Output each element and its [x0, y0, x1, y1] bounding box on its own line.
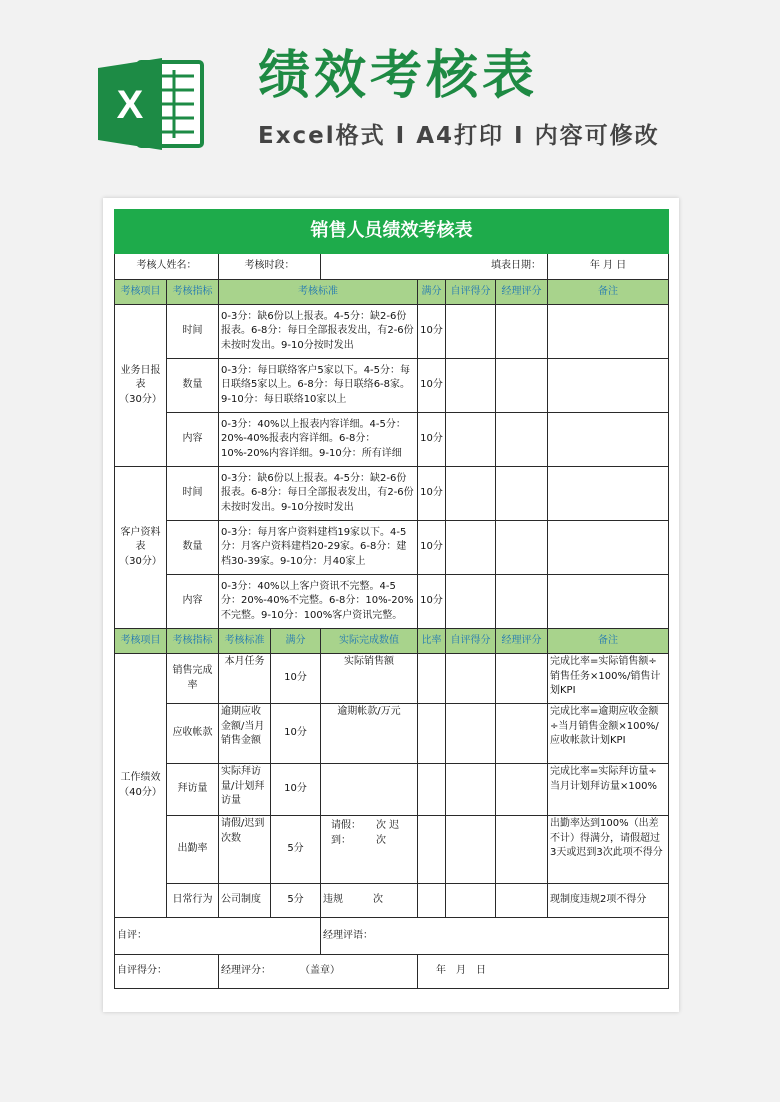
indicator-cell: 数量 — [167, 359, 219, 413]
manager-score-input[interactable] — [496, 359, 548, 413]
indicator-cell: 时间 — [167, 305, 219, 359]
indicator-cell: 拜访量 — [167, 764, 219, 816]
actual-value-cell[interactable]: 逾期帐款/万元 — [321, 704, 418, 764]
form-title-row — [115, 210, 669, 254]
note-cell: 完成比率=实际销售额÷销售任务×100%/销售计划KPI — [548, 654, 669, 704]
ratio-input[interactable] — [418, 884, 446, 918]
self-comment-field[interactable]: 自评： — [115, 918, 321, 955]
date-label: 填表日期： — [321, 254, 548, 280]
full-score-cell: 10分 — [271, 704, 321, 764]
page-subtitle: Excel格式 I A4打印 I 内容可修改 — [258, 123, 660, 149]
manager-score-input[interactable] — [496, 884, 548, 918]
date-value: 年 月 日 — [548, 254, 669, 280]
full-score-cell: 10分 — [418, 575, 446, 629]
indicator-cell: 日常行为 — [167, 884, 219, 918]
s2-header-full: 满分 — [271, 629, 321, 654]
seal-label: （盖章） — [305, 965, 340, 977]
note-cell: 完成比率=实际拜访量÷当月计划拜访量×100% — [548, 764, 669, 816]
note-cell[interactable] — [548, 467, 669, 521]
note-cell: 完成比率=逾期应收金额÷当月销售金额×100%/应收帐款计划KPI — [548, 704, 669, 764]
note-cell[interactable] — [548, 359, 669, 413]
self-score-input[interactable] — [446, 575, 496, 629]
table-row — [115, 359, 669, 413]
full-score-cell: 10分 — [418, 467, 446, 521]
self-score-input[interactable] — [446, 654, 496, 704]
note-cell[interactable] — [548, 305, 669, 359]
table-row — [115, 654, 669, 704]
self-score-input[interactable] — [446, 305, 496, 359]
indicator-cell: 销售完成率 — [167, 654, 219, 704]
self-score-input[interactable] — [446, 816, 496, 884]
manager-score-input[interactable] — [496, 413, 548, 467]
self-score-input[interactable] — [446, 764, 496, 816]
standard-cell: 本月任务 — [219, 654, 271, 704]
actual-value-cell[interactable] — [321, 764, 418, 816]
standard-cell: 0-3分：缺6份以上报表。4-5分：缺2-6份报表。6-8分：每日全部报表发出，有2-6份未按时发出。9-10分按时发出 — [219, 467, 418, 521]
table-row — [115, 764, 669, 816]
full-score-cell: 10分 — [418, 413, 446, 467]
standard-cell: 0-3分：40%以上报表内容详细。4-5分：20%-40%报表内容详细。6-8分：10%-20%内容详细。9-10分：所有详细 — [219, 413, 418, 467]
standard-cell: 逾期应收金额/当月销售金额 — [219, 704, 271, 764]
s2-header-note: 备注 — [548, 629, 669, 654]
indicator-cell: 内容 — [167, 575, 219, 629]
full-score-cell: 10分 — [418, 359, 446, 413]
ratio-input[interactable] — [418, 704, 446, 764]
section1-header-row — [115, 280, 669, 305]
note-cell: 出勤率达到100%（出差不计）得满分，请假超过3天或迟到3次此项不得分 — [548, 816, 669, 884]
page-header — [0, 0, 780, 190]
manager-score-input[interactable] — [496, 521, 548, 575]
s2-header-indicator: 考核指标 — [167, 629, 219, 654]
form-info-row — [115, 254, 669, 280]
ratio-input[interactable] — [418, 764, 446, 816]
standard-cell: 0-3分：每日联络客户5家以下。4-5分：每日联络5家以上。6-8分：每日联络6-8家。9-10分：每日联络10家以上 — [219, 359, 418, 413]
s1-header-self: 自评得分 — [446, 280, 496, 305]
appraisal-table — [114, 209, 669, 989]
group-name-performance: 工作绩效 （40分） — [115, 654, 167, 918]
manager-score-input[interactable] — [496, 305, 548, 359]
standard-cell: 0-3分：40%以上客户资讯不完整。4-5分：20%-40%不完整。6-8分：10%-20%不完整。9-10分：100%客户资讯完整。 — [219, 575, 418, 629]
table-row — [115, 575, 669, 629]
ratio-input[interactable] — [418, 654, 446, 704]
full-score-cell: 5分 — [271, 884, 321, 918]
manager-score-field[interactable]: 经理评分： （盖章） — [219, 955, 418, 989]
self-score-input[interactable] — [446, 521, 496, 575]
table-row — [115, 884, 669, 918]
s1-header-note: 备注 — [548, 280, 669, 305]
indicator-cell: 出勤率 — [167, 816, 219, 884]
standard-cell: 请假/迟到次数 — [219, 816, 271, 884]
period-label: 考核时段： — [219, 254, 321, 280]
note-cell[interactable] — [548, 413, 669, 467]
s2-header-actual: 实际完成数值 — [321, 629, 418, 654]
manager-score-input[interactable] — [496, 704, 548, 764]
standard-cell: 公司制度 — [219, 884, 271, 918]
s1-header-indicator: 考核指标 — [167, 280, 219, 305]
sign-date[interactable]: 年 月 日 — [418, 955, 669, 989]
full-score-cell: 10分 — [271, 764, 321, 816]
actual-value-cell[interactable]: 实际销售额 — [321, 654, 418, 704]
table-row — [115, 305, 669, 359]
group-name-customer: 客户资料表 （30分） — [115, 467, 167, 629]
full-score-cell: 10分 — [271, 654, 321, 704]
form-sheet — [103, 198, 679, 1012]
table-row — [115, 413, 669, 467]
table-row — [115, 467, 669, 521]
comment-row — [115, 918, 669, 955]
manager-score-input[interactable] — [496, 764, 548, 816]
group-name-daily: 业务日报表 （30分） — [115, 305, 167, 467]
full-score-cell: 10分 — [418, 521, 446, 575]
manager-comment-field[interactable]: 经理评语： — [321, 918, 669, 955]
table-row — [115, 704, 669, 764]
self-score-input[interactable] — [446, 413, 496, 467]
name-label: 考核人姓名： — [115, 254, 219, 280]
s2-header-ratio: 比率 — [418, 629, 446, 654]
self-score-input[interactable] — [446, 467, 496, 521]
standard-cell: 实际拜访量/计划拜访量 — [219, 764, 271, 816]
self-score-field[interactable]: 自评得分： — [115, 955, 219, 989]
note-cell[interactable] — [548, 575, 669, 629]
manager-score-input[interactable] — [496, 654, 548, 704]
logo-letter: X — [116, 83, 144, 127]
section2-header-row — [115, 629, 669, 654]
indicator-cell: 数量 — [167, 521, 219, 575]
ratio-input[interactable] — [418, 816, 446, 884]
s1-header-manager: 经理评分 — [496, 280, 548, 305]
s2-header-manager: 经理评分 — [496, 629, 548, 654]
s2-header-standard: 考核标准 — [219, 629, 271, 654]
self-score-input[interactable] — [446, 704, 496, 764]
self-score-input[interactable] — [446, 884, 496, 918]
s1-header-full: 满分 — [418, 280, 446, 305]
note-cell[interactable] — [548, 521, 669, 575]
actual-value-cell[interactable]: 请假： 次 迟 到： 次 — [321, 816, 418, 884]
table-row — [115, 521, 669, 575]
indicator-cell: 时间 — [167, 467, 219, 521]
score-row — [115, 955, 669, 989]
actual-value-cell[interactable]: 违规 次 — [321, 884, 418, 918]
standard-cell: 0-3分：缺6份以上报表。4-5分：缺2-6份报表。6-8分：每日全部报表发出，有2-6份未按时发出。9-10分按时发出 — [219, 305, 418, 359]
indicator-cell: 内容 — [167, 413, 219, 467]
form-title: 销售人员绩效考核表 — [115, 210, 669, 254]
page-title: 绩效考核表 — [258, 46, 539, 106]
s1-header-item: 考核项目 — [115, 280, 167, 305]
full-score-cell: 5分 — [271, 816, 321, 884]
note-cell: 现制度违规2项不得分 — [548, 884, 669, 918]
self-score-input[interactable] — [446, 359, 496, 413]
manager-score-input[interactable] — [496, 467, 548, 521]
table-row — [115, 816, 669, 884]
manager-score-input[interactable] — [496, 816, 548, 884]
full-score-cell: 10分 — [418, 305, 446, 359]
s2-header-item: 考核项目 — [115, 629, 167, 654]
s2-header-self: 自评得分 — [446, 629, 496, 654]
manager-score-input[interactable] — [496, 575, 548, 629]
excel-logo-icon — [98, 58, 206, 150]
s1-header-standard: 考核标准 — [219, 280, 418, 305]
indicator-cell: 应收帐款 — [167, 704, 219, 764]
standard-cell: 0-3分：每月客户资料建档19家以下。4-5分：月客户资料建档20-29家。6-8分：建档30-39家。9-10分：月40家上 — [219, 521, 418, 575]
